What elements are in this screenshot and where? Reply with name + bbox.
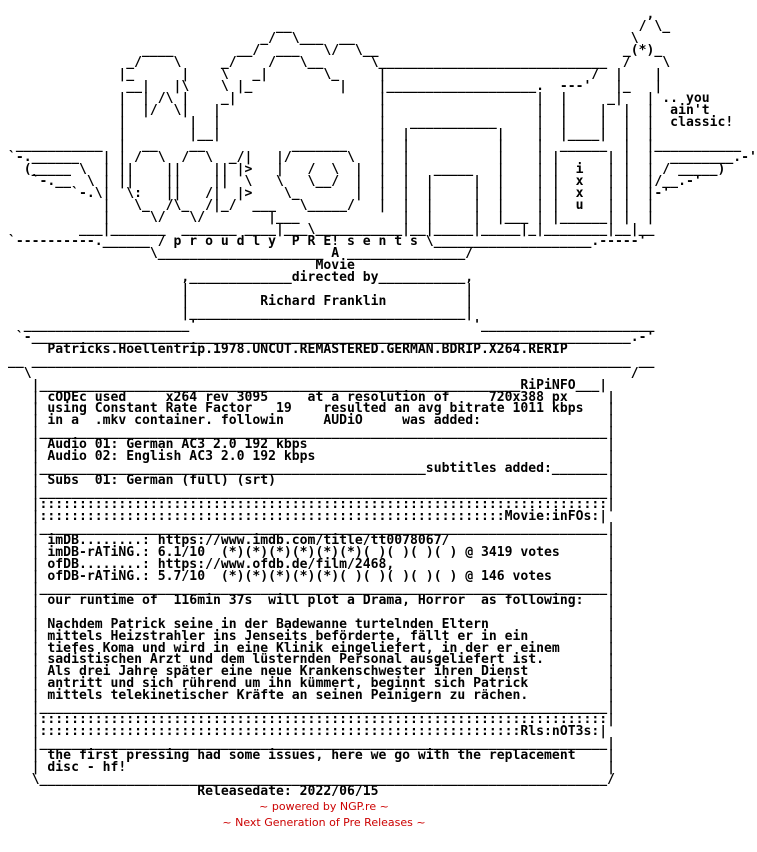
footer-powered-by: ~ powered by NGP.re ~: [259, 800, 389, 813]
nfo-ascii-art: , __ / \_ _/ \___ __ \ ____ __/ ___ \/ \__ _(*)_ _/ \ _/ / \__ \_____________________________ / \ |_ | \ _| \_ | / | | __| |\ \ |_ | |___________________. ---' |_ | | | /\ | _| | | | _| | .. you | |/ \| | | | | | | | ain't | | | | ___________ | | | | | classic! | |__| | | | | |____| | | ___________ | __ __ _______ | | | | ______ | |___________ `-.______ | | / \ / \ _/| |/ \ | | | | | | | | ________.-' (_____ \ | || || || |> | / \ | | | _____ | | | i | | | / _____) `-.__ \ | || || || \ \ \__/ | | | | | | | | x | | |/__.-' `-.\| \: || /| |> \_ | | | | | | | | x | | |-' | \_ /\_ /|_/ ___ \_____/ | | | | | | | u | | | | \/ \/ |___ | | | |___ | |______| | | ___|_______ _______ ____|___\___________|__|_____|_____|_|________|__|__ `----------.______ / p r o u d l y P R E! s e n t s \____________________.-----' \_____________________ A _______________/ Movie ,_____________directed by___________, | | | Richard Franklin | |___________________________________| _____________________' '______________________ `-____________________________________________________________________________.-' Patricks.Hoellentrip.1978.UNCUT.REMASTERED.GERMAN.BDRIP.X264.RERIP __ ____________________________________________________________________________ __ \ / |_____________________________________________________________RiPiNFO___| | cODEc used x264 rev 3095 at a resolution of 720x388 px | | using Constant Rate Factor 19 resulted an avg bitrate 1011 kbps | | in a .mkv container. followin AUDiO was added: | |________________________________________________________________________| | Audio 01: German AC3 2.0 192 kbps | | Audio 02: English AC3 2.0 192 kbps | |_________________________________________________subtitles added:_______| | Subs 01: German (full) (srt) | |________________________________________________________________________| |::::::::::::::::::::::::::::::::::::::::::::::::::::::::::::::::::::::::| |:::::::::::::::::::::::::::::::::::::::::::::::::::::::::::Movie:inFOs:| |________________________________________________________________________| | imDB........: https://www.imdb.com/title/tt0078067/ | | imDB-rATiNG.: 6.1/10 (*)(*)(*)(*)(*)(*)( )( )( )( ) @ 3419 votes | | ofDB........: https://www.ofdb.de/film/2468, | | ofDB-rATiNG.: 5.7/10 (*)(*)(*)(*)(*)( )( )( )( )( ) @ 146 votes | |________________________________________________________________________| | our runtime of 116min 37s will plot a Drama, Horror as following: | | | | Nachdem Patrick seine in der Badewanne turtelnden Eltern | | mittels Heizstrahler ins Jenseits beförderte, fällt er in ein | | tiefes Koma und wird in eine Klinik eingeliefert, in der er einem | | sadistischen Arzt und dem lüsternden Personal ausgeliefert ist. | | Als drei Jahre später eine neue Krankenschwester ihren Dienst | | antritt und sich rührend um ihn kümmert, beginnt sich Patrick | | mittels telekinetischer Kräfte an seinen Peinigern zu rächen. | |________________________________________________________________________| |::::::::::::::::::::::::::::::::::::::::::::::::::::::::::::::::::::::::| |:::::::::::::::::::::::::::::::::::::::::::::::::::::::::::::Rls:nOT3s:| |________________________________________________________________________| | the first pressing had some issues, here we go with the replacement | | disc - hf! | \________________________________________________________________________/ Releasedate: 2022/06/15: [8, 7, 757, 799]
footer-tagline: ~ Next Generation of Pre Releases ~: [222, 816, 426, 829]
